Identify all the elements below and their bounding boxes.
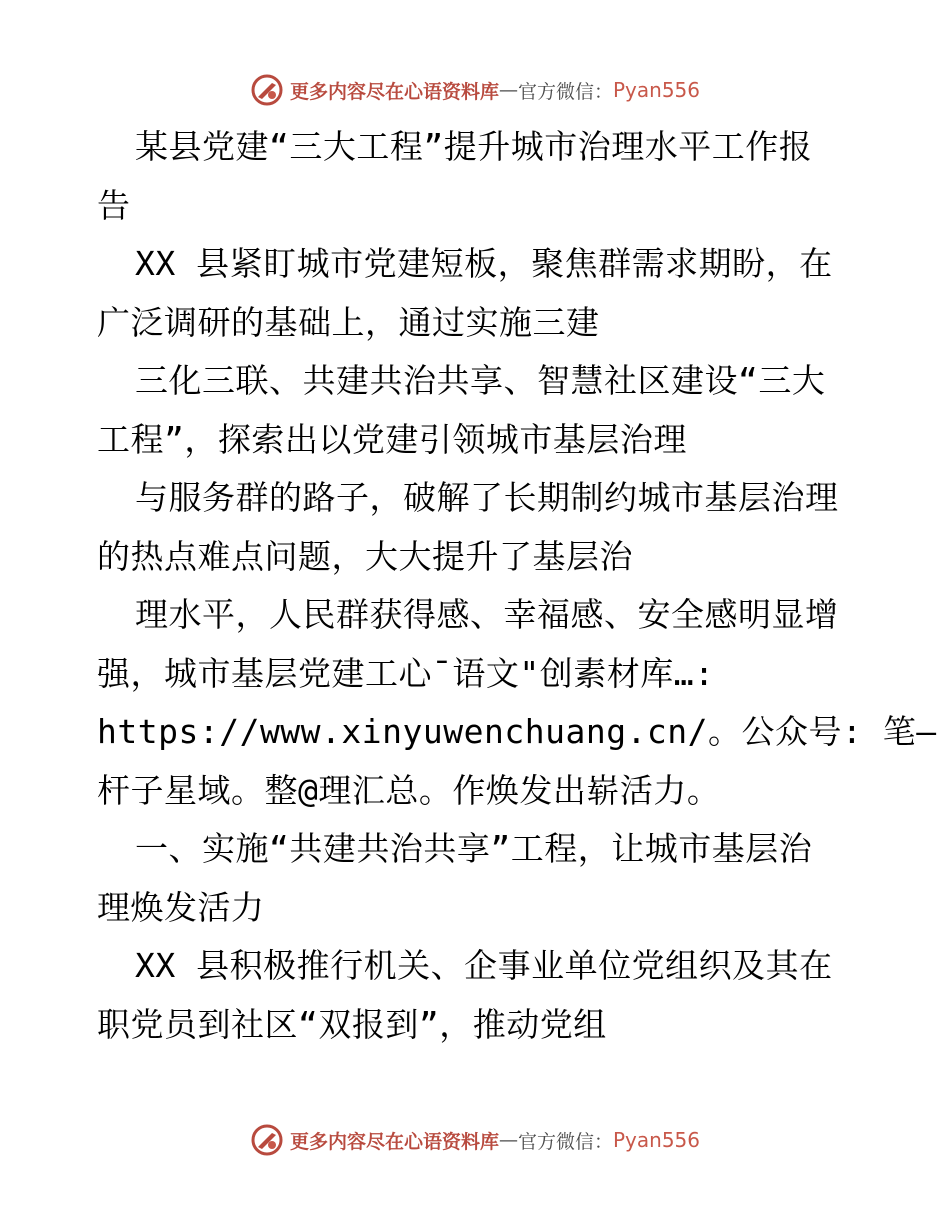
- text-line: 与服务群的路子，破解了长期制约城市基层治理: [135, 478, 839, 517]
- brand-logo-icon: [250, 1123, 284, 1157]
- banner-brand-text: 更多内容尽在心语资料库: [289, 80, 499, 103]
- section-heading: 一、实施“共建共治共享”工程，让城市基层治: [135, 829, 813, 868]
- document-body: [97, 118, 937, 1054]
- text-line-url: https://www.xinyuwenchuang.cn/。公众号: 笔—: [97, 712, 937, 751]
- banner-label: 官方微信：: [517, 80, 613, 103]
- banner-dash: —: [498, 79, 518, 101]
- text-line: 某县党建“三大工程”提升城市治理水平工作报: [135, 127, 813, 166]
- text-line: 职党员到社区“双报到”，推动党组: [97, 1004, 607, 1044]
- text-line: 广泛调研的基础上，通过实施三建: [97, 302, 600, 342]
- banner-wechat-id: Pyan556: [613, 1128, 701, 1152]
- text-line: 工程”，探索出以党建引领城市基层治理: [97, 419, 687, 459]
- text-line: 三化三联、共建共治共享、智慧社区建设“三大: [135, 361, 826, 400]
- brand-logo-icon: [250, 73, 284, 107]
- banner-dash: —: [498, 1129, 518, 1151]
- text-line: 告: [97, 185, 131, 225]
- footer-banner: [0, 1120, 950, 1160]
- text-line: 理水平，人民群获得感、幸福感、安全感明显增: [135, 595, 839, 634]
- section-heading-cont: 理焕发活力: [97, 887, 265, 927]
- text-line: XX 县积极推行机关、企事业单位党组织及其在: [135, 946, 833, 985]
- banner-brand-text: 更多内容尽在心语资料库: [289, 1130, 499, 1153]
- banner-wechat-id: Pyan556: [613, 78, 701, 102]
- header-banner: [0, 70, 950, 110]
- text-line: 强，城市基层党建工心¯语文"创素材库…:: [97, 653, 715, 693]
- text-line: XX 县紧盯城市党建短板，聚焦群需求期盼，在: [135, 244, 833, 283]
- text-line: 杆子星域。整@理汇总。作焕发出崭活力。: [97, 770, 721, 810]
- banner-label: 官方微信：: [517, 1130, 613, 1153]
- text-line: 的热点难点问题，大大提升了基层治: [97, 536, 633, 576]
